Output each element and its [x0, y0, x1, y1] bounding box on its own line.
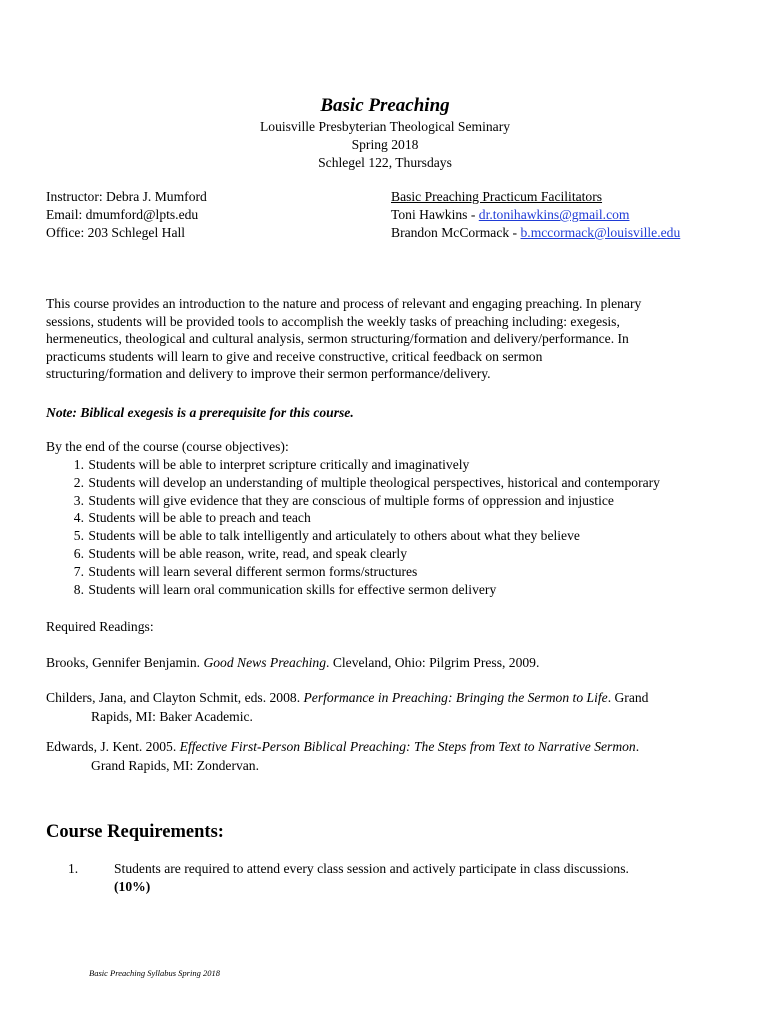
list-item	[46, 474, 660, 492]
reference-author: Brooks, Gennifer Benjamin.	[46, 655, 204, 670]
reference-publisher: . Grand	[607, 690, 649, 705]
facilitators-heading: Basic Preaching Practicum Facilitators	[391, 189, 603, 204]
objective-text: Students will give evidence that they are conscious of multiple forms of oppression and injustice	[88, 492, 614, 508]
reference-title: Good News Preaching	[203, 655, 327, 670]
reading-reference	[46, 653, 736, 672]
list-item	[46, 492, 660, 510]
objective-number: 8.	[73, 581, 84, 597]
course-description	[46, 295, 736, 383]
course-subheading	[0, 118, 770, 172]
requirement-number: 1.	[68, 861, 79, 876]
reference-publisher: .	[635, 739, 640, 754]
reference-continuation: Rapids, MI: Baker Academic.	[91, 709, 253, 724]
course-term: Spring 2018	[351, 137, 419, 152]
objectives-list	[46, 456, 660, 598]
objective-text: Students will develop an understanding of multiple theological perspectives, historical and contemporary	[88, 474, 660, 490]
reference-continuation: Grand Rapids, MI: Zondervan.	[91, 758, 259, 773]
reference-publisher: . Cleveland, Ohio: Pilgrim Press, 2009.	[326, 655, 540, 670]
description-line: sessions, students will be provided tools to accomplish the weekly tasks of preaching including: exegesis,	[46, 313, 620, 329]
objective-text: Students will learn oral communication skills for effective sermon delivery	[88, 581, 497, 597]
page-footer: Basic Preaching Syllabus Spring 2018	[89, 968, 220, 978]
objective-number: 5.	[73, 528, 84, 544]
list-item	[46, 545, 660, 563]
objective-number: 7.	[73, 563, 84, 579]
instructor-office: Office: 203 Schlegel Hall	[46, 225, 186, 240]
instructor-name: Instructor: Debra J. Mumford	[46, 189, 207, 204]
objective-number: 1.	[73, 457, 84, 472]
objective-text: Students will be able reason, write, read, and speak clearly	[88, 545, 407, 561]
institution-name: Louisville Presbyterian Theological Seminary	[259, 119, 511, 134]
facilitator-row	[391, 224, 680, 242]
facilitators-info	[391, 188, 680, 242]
facilitator-name: Toni Hawkins -	[391, 207, 479, 222]
objective-text: Students will be able to preach and teach	[88, 510, 311, 526]
list-item	[46, 509, 660, 527]
instructor-info	[46, 188, 207, 242]
objective-number: 3.	[73, 492, 84, 508]
objective-text: Students will be able to interpret scripture critically and imaginatively	[88, 457, 470, 472]
reading-reference	[46, 688, 736, 726]
reference-author: Edwards, J. Kent. 2005.	[46, 739, 180, 754]
reference-title: Effective First-Person Biblical Preaching: The Steps from Text to Narrative Sermon	[179, 739, 636, 754]
facilitator-email-link[interactable]: dr.tonihawkins@gmail.com	[478, 207, 630, 222]
list-item	[46, 563, 660, 581]
objective-number: 6.	[73, 545, 84, 561]
reference-title: Performance in Preaching: Bringing the Sermon to Life	[303, 690, 608, 705]
objective-number: 2.	[73, 474, 84, 490]
list-item	[46, 456, 660, 474]
readings-heading: Required Readings:	[46, 619, 154, 634]
prerequisite-note: Note: Biblical exegesis is a prerequisite for this course.	[46, 405, 354, 420]
description-line: practicums students will learn to give and receive constructive, critical feedback on sermon	[46, 348, 543, 364]
requirements-heading: Course Requirements:	[46, 822, 224, 842]
objectives-intro: By the end of the course (course objectives):	[46, 439, 289, 454]
list-item	[46, 527, 660, 545]
objective-number: 4.	[73, 510, 84, 526]
course-location: Schlegel 122, Thursdays	[318, 155, 452, 170]
requirement-text: Students are required to attend every class session and actively participate in class discussions.	[114, 861, 629, 876]
course-title: Basic Preaching	[320, 95, 450, 116]
facilitator-row	[391, 206, 680, 224]
reading-reference	[46, 737, 736, 775]
instructor-email: Email: dmumford@lpts.edu	[46, 207, 199, 222]
list-item	[46, 581, 660, 599]
facilitator-email-link[interactable]: b.mccormack@louisville.edu	[520, 225, 681, 240]
description-line: hermeneutics, theological and cultural analysis, sermon structuring/formation and delivery/performance. In	[46, 331, 629, 347]
description-line: structuring/formation and delivery to improve their sermon performance/delivery.	[46, 366, 491, 382]
objective-text: Students will learn several different sermon forms/structures	[88, 563, 418, 579]
objective-text: Students will be able to talk intelligently and articulately to others about what they believe	[88, 528, 580, 544]
facilitator-name: Brandon McCormack -	[391, 225, 521, 240]
reference-author: Childers, Jana, and Clayton Schmit, eds. 2008.	[46, 690, 304, 705]
description-line: This course provides an introduction to the nature and process of relevant and engaging preaching. In plenary	[46, 296, 642, 311]
requirement-weight: (10%)	[114, 879, 151, 894]
